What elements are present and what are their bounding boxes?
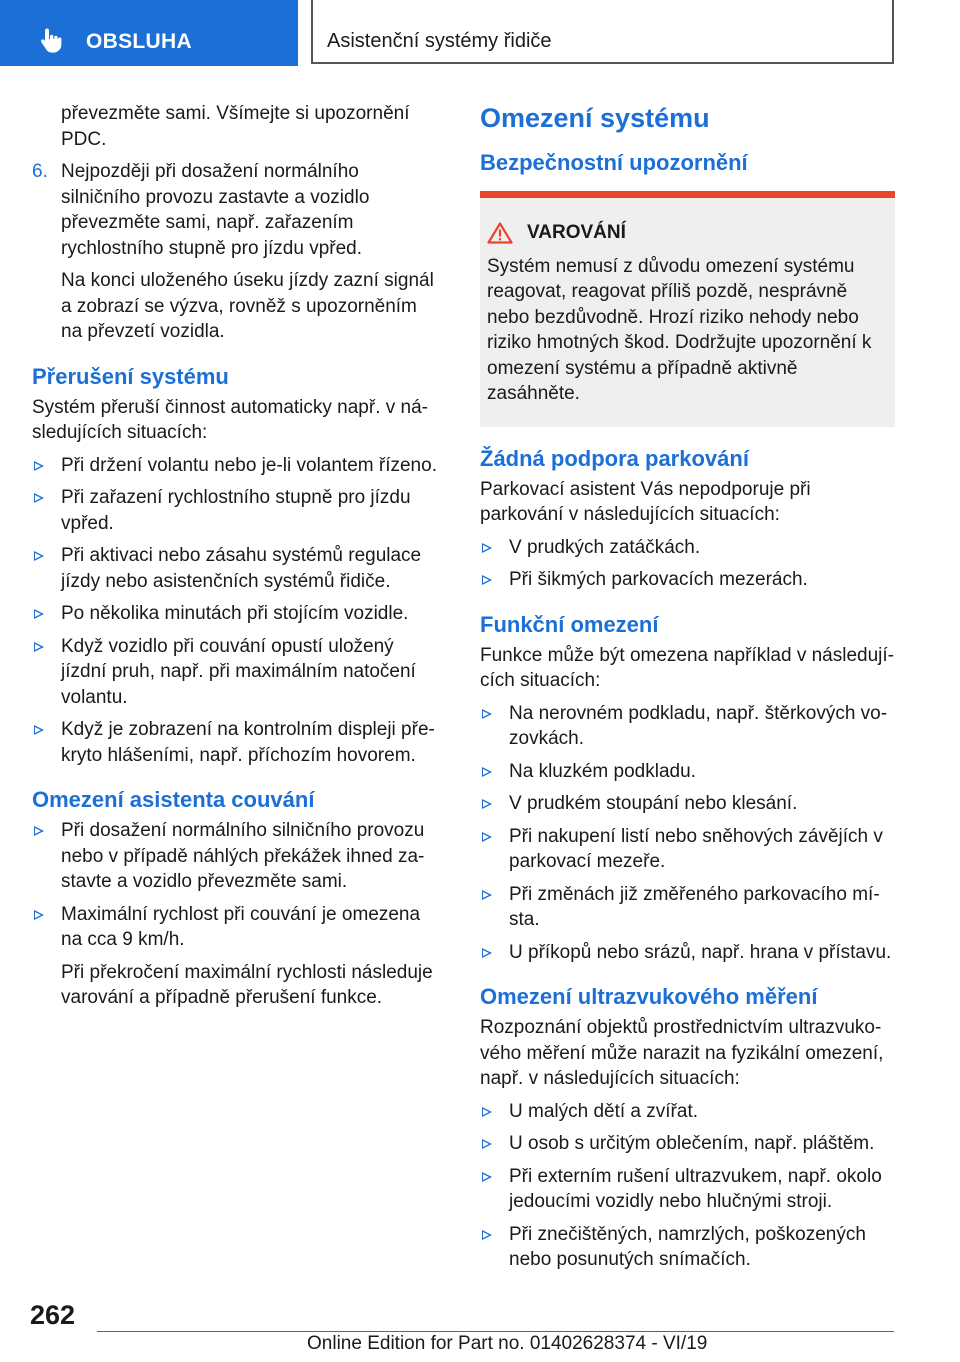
heading-func: Funkční omezení [480,611,659,637]
bullet-triangle-icon [482,890,492,900]
list-item [480,791,895,817]
bullet-triangle-icon [482,832,492,842]
heading-ultra: Omezení ultrazvukového měření [480,984,818,1009]
list-item [480,759,895,785]
reverse-note: Při překročení maximální rychlosti následuje varování a případně přerušení funkce. [61,961,433,1008]
bullet-triangle-icon [482,948,492,958]
warning-text: Systém nemusí z důvodu omezení systému reagovat, reagovat příliš pozdě, nesprávně nebo bezdůvodně. Hrozí riziko nehody nebo riziko hmotných škod. Dodržujte upozornění k omezení systému a případně aktivně zasáhněte. [487,255,872,404]
warning-box [480,191,895,427]
item-note: Na konci uloženého úseku jízdy zazní signál a zobrazí se výzva, rovněž s upozorněním na převzetí vozidla. [61,270,434,342]
list-item-text: Při změnách již změřeného parkovacího místa. [509,883,880,930]
safety-heading: Bezpečnostní upozornění [480,150,748,175]
list-item [480,1222,895,1273]
list-item-text: Po několika minutách při stojícím vozidle. [61,603,409,624]
list-item [32,485,442,536]
list-item [480,701,895,752]
bullet-triangle-icon [34,725,44,735]
list-item [32,453,442,479]
list-item-text: Když vozidlo při couvání opustí uložený jízdní pruh, např. při maximálním natočení volantu. [61,635,416,708]
bullet-triangle-icon [482,709,492,719]
bullet-triangle-icon [482,1172,492,1182]
list-item-text: Při nakupení listí nebo sněhových závějích v parkovací mezeře. [509,825,883,872]
right-column [480,101,895,1280]
list-item-text: U osob s určitým oblečením, např. pláštěm. [509,1133,875,1154]
chapter-header [311,0,894,64]
list-item [32,717,442,768]
list-item-text: V prudkých zatáčkách. [509,536,701,558]
list-item-text: U příkopů nebo srázů, např. hrana v přístavu. [509,941,892,963]
func-intro: Funkce může být omezena například v následujících situacích: [480,644,894,691]
list-item [480,1131,895,1157]
list-item [32,634,442,711]
bullet-triangle-icon [482,1230,492,1240]
list-item-text: Při externím rušení ultrazvukem, např. okolo jedoucími vozidly nebo hlučnými stroji. [509,1165,882,1212]
list-item [480,535,895,561]
item-text: Nejpozději při dosažení normálního silničního provozu zastavte a vozidlo převezměte sami, např. zařazením rychlostního stupně pro jízdu vpřed. [61,161,370,259]
heading-interrupt: Přerušení systému [32,363,229,389]
list-item-text: Při dosažení normálního silničního provozu nebo v případě náhlých překážek ihned zastavte a vozidlo převezměte sami. [61,820,425,892]
bullet-triangle-icon [34,609,44,619]
list-item [480,1164,895,1215]
list-item-text: Když je zobrazení na kontrolním displeji překryto hlášeními, např. příchozím hovorem. [61,719,435,766]
page-number: 262 [30,1300,76,1330]
bullet-triangle-icon [34,493,44,503]
ultra-intro: Rozpoznání objektů prostřednictvím ultrazvukového měření může narazit na fyzikální omezení, např. v následujících situacích: [480,1017,884,1089]
list-item-text: Při znečištěných, namrzlých, poškozených nebo posunutých snímačích. [509,1223,866,1270]
hand-pointer-icon [40,27,64,53]
bullet-triangle-icon [34,826,44,836]
list-item-text: V prudkém stoupání nebo klesání. [509,793,798,814]
list-item-text: Maximální rychlost při couvání je omezena na cca 9 km/h. [61,903,421,950]
left-column [32,101,442,1018]
list-item [480,1099,895,1125]
list-item [32,902,442,953]
section-label: OBSLUHA [86,30,192,53]
bullet-triangle-icon [482,1139,492,1149]
bullet-triangle-icon [482,767,492,777]
list-item-text: Na nerovném podkladu, např. štěrkových vozovkách. [509,702,888,749]
list-item [32,818,442,895]
list-item [480,824,895,875]
warning-triangle-icon [487,222,513,244]
list-item-text: Při aktivaci nebo zásahu systémů regulace jízdy nebo asistenčních systémů řidiče. [61,545,422,592]
heading-no-support: Žádná podpora parkování [480,445,749,471]
bullet-triangle-icon [482,575,492,585]
section-tab [0,0,298,66]
footer-edition: Online Edition for Part no. 01402628374 - VI/19 [307,1333,708,1354]
heading-reverse: Omezení asistenta couvání [32,787,315,812]
list-item [480,940,895,966]
list-item [480,567,895,593]
no-support-intro: Parkovací asistent Vás nepodporuje při parkování v následujících situacích: [480,478,811,525]
warning-header [487,220,887,246]
bullet-triangle-icon [482,799,492,809]
list-item [480,882,895,933]
paragraph-continued: převezměte sami. Všímejte si upozornění PDC. [61,103,410,150]
bullet-triangle-icon [482,543,492,553]
bullet-triangle-icon [34,642,44,652]
list-item-text: Při šikmých parkovacích mezerách. [509,569,808,590]
numbered-item-6 [32,159,442,261]
bullet-triangle-icon [34,551,44,561]
list-item-text: Při držení volantu nebo je-li volantem řízeno. [61,454,437,476]
warning-label: VAROVÁNÍ [527,222,626,243]
item-number: 6. [32,161,48,182]
bullet-triangle-icon [34,461,44,471]
page-title: Omezení systému [480,103,710,133]
bullet-triangle-icon [34,910,44,920]
list-item-text: Na kluzkém podkladu. [509,760,696,782]
list-item [32,543,442,594]
list-item [32,601,442,627]
footer-divider [97,1331,894,1332]
list-item-text: U malých dětí a zvířat. [509,1100,699,1122]
interrupt-intro: Systém přeruší činnost automaticky např. v následujících situacích: [32,396,428,443]
list-item-text: Při zařazení rychlostního stupně pro jízdu vpřed. [61,487,411,534]
bullet-triangle-icon [482,1107,492,1117]
chapter-title: Asistenční systémy řidiče [327,30,552,52]
